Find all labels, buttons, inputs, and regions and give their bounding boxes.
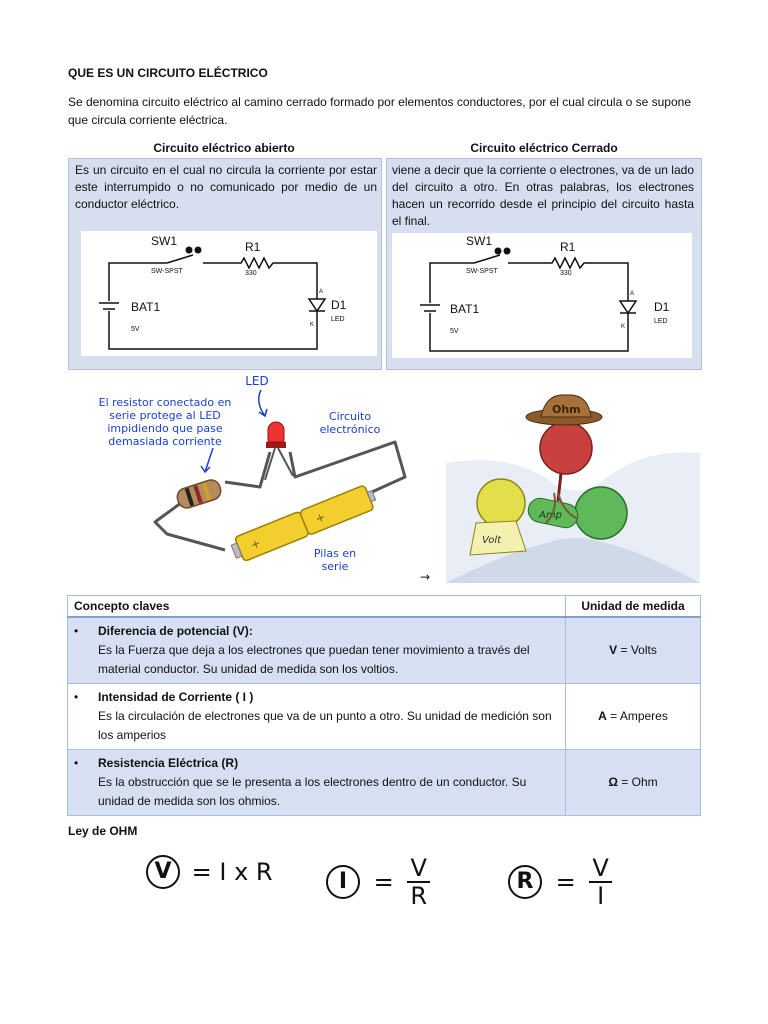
concept-column-header: Concepto claves — [68, 596, 566, 618]
anode-mark: A — [630, 291, 635, 297]
led-label: D1 — [331, 298, 347, 312]
battery-label: BAT1 — [450, 302, 480, 316]
unit-text: = Amperes — [606, 709, 668, 723]
circuit-callout: Circuito electrónico — [319, 410, 381, 436]
concept-description: Es la circulación de electrones que va de un punto a otro. Su unidad de medición son los amperios — [98, 709, 552, 742]
led-icon — [265, 422, 293, 480]
batteries-callout: Pilas en serie — [313, 547, 357, 573]
concept-name: Diferencia de potencial (V): — [98, 624, 253, 638]
formula-resistance — [508, 855, 612, 909]
unit-symbol: A — [598, 709, 607, 723]
resistor-label: R1 — [560, 240, 576, 254]
fraction-numerator: V — [589, 855, 611, 883]
ohm-label: Ohm — [552, 403, 581, 416]
concepts-table — [67, 595, 701, 816]
resistance-symbol: R — [508, 865, 542, 899]
volt-label: Volt — [482, 535, 502, 546]
open-circuit-schematic — [81, 231, 377, 356]
formula-voltage-rhs: = I x R — [191, 858, 273, 886]
open-circuit-header: Circuito eléctrico abierto — [153, 141, 295, 155]
open-circuit-description: Es un circuito en el cual no circula la corriente por estar este interrumpido o no comunicado por medio de un conductor eléctrico. — [75, 163, 377, 211]
cathode-mark: K — [310, 322, 315, 328]
unit-symbol: Ω — [608, 775, 618, 789]
circuit-illustration — [95, 372, 425, 582]
anode-mark: A — [319, 289, 324, 295]
open-circuit-cell — [68, 158, 382, 370]
led-label: D1 — [654, 300, 670, 314]
arrow-glyph: → — [420, 570, 431, 584]
resistor-value: 330 — [560, 270, 572, 277]
switch-label: SW1 — [466, 234, 493, 248]
unit-text: = Ohm — [617, 775, 658, 789]
concept-name: Intensidad de Corriente ( I ) — [98, 690, 254, 704]
battery-label: BAT1 — [131, 300, 161, 314]
fraction-numerator: V — [407, 855, 430, 883]
battery-value: 5V — [131, 326, 140, 333]
closed-circuit-cell — [386, 158, 702, 370]
intro-paragraph: Se denomina circuito eléctrico al camino cerrado formado por elementos conductores, por el cual circula o se supone que circula corriente eléctrica. — [68, 95, 691, 127]
led-type: LED — [331, 316, 345, 323]
concept-name: Resistencia Eléctrica (R) — [98, 756, 239, 770]
equals-sign: = — [373, 868, 394, 896]
concept-description: Es la Fuerza que deja a los electrones que puedan tener movimiento a través del material conductor. Su unidad de medida son los voltios. — [98, 643, 530, 676]
closed-circuit-schematic — [392, 233, 692, 358]
closed-circuit-description: viene a decir que la corriente o electrones, va de un lado del circuito a otro. En otras palabras, los electrones hacen un recorrido desde el principio del circuito hasta el final. — [392, 163, 694, 228]
voltage-symbol: V — [146, 855, 180, 889]
table-row: • Intensidad de Corriente ( I ) Es la circulación de electrones que va de un punto a otro. Su unidad de medición son los amperios A = Amperes — [68, 684, 701, 750]
fraction-denominator: R — [410, 882, 428, 910]
unit-column-header: Unidad de medida — [566, 596, 701, 618]
formula-voltage — [146, 855, 273, 889]
resistance-fraction — [589, 855, 611, 909]
table-row: • Resistencia Eléctrica (R) Es la obstrucción que se le presenta a los electrones dentro de un conductor. Su unidad de medida son los ohmios. Ω = Ohm — [68, 750, 701, 816]
switch-type: SW-SPST — [151, 268, 183, 275]
switch-type: SW-SPST — [466, 268, 498, 275]
ohm-law-heading: Ley de OHM — [68, 824, 138, 838]
page-title: QUE ES UN CIRCUITO ELÉCTRICO — [68, 66, 268, 80]
fraction-denominator: I — [597, 882, 605, 910]
current-fraction — [407, 855, 430, 909]
battery-value: 5V — [450, 328, 459, 335]
unit-text: = Volts — [617, 643, 657, 657]
resistor-note: El resistor conectado en serie protege al LED impidiendo que pase demasiada corriente — [98, 396, 232, 448]
led-callout: LED — [245, 374, 269, 388]
ohm-cartoon — [446, 393, 700, 583]
equals-sign: = — [555, 868, 576, 896]
switch-label: SW1 — [151, 234, 178, 248]
current-symbol: I — [326, 865, 360, 899]
svg-text:+: + — [313, 509, 328, 527]
concept-description: Es la obstrucción que se le presenta a los electrones dentro de un conductor. Su unidad de medida son los ohmios. — [98, 775, 527, 808]
svg-text:+: + — [248, 535, 263, 553]
closed-circuit-header: Circuito eléctrico Cerrado — [470, 141, 618, 155]
resistor-value: 330 — [245, 270, 257, 277]
amp-label: Amp — [539, 510, 562, 521]
cathode-mark: K — [621, 324, 626, 330]
led-type: LED — [654, 318, 668, 325]
resistor-icon — [175, 478, 223, 511]
unit-symbol: V — [609, 643, 618, 657]
resistor-label: R1 — [245, 240, 261, 254]
formula-current — [326, 855, 430, 909]
table-row: • Diferencia de potencial (V): Es la Fuerza que deja a los electrones que puedan tener movimiento a través del material conductor. Su unidad de medida son los voltios. V = Volts — [68, 617, 701, 684]
